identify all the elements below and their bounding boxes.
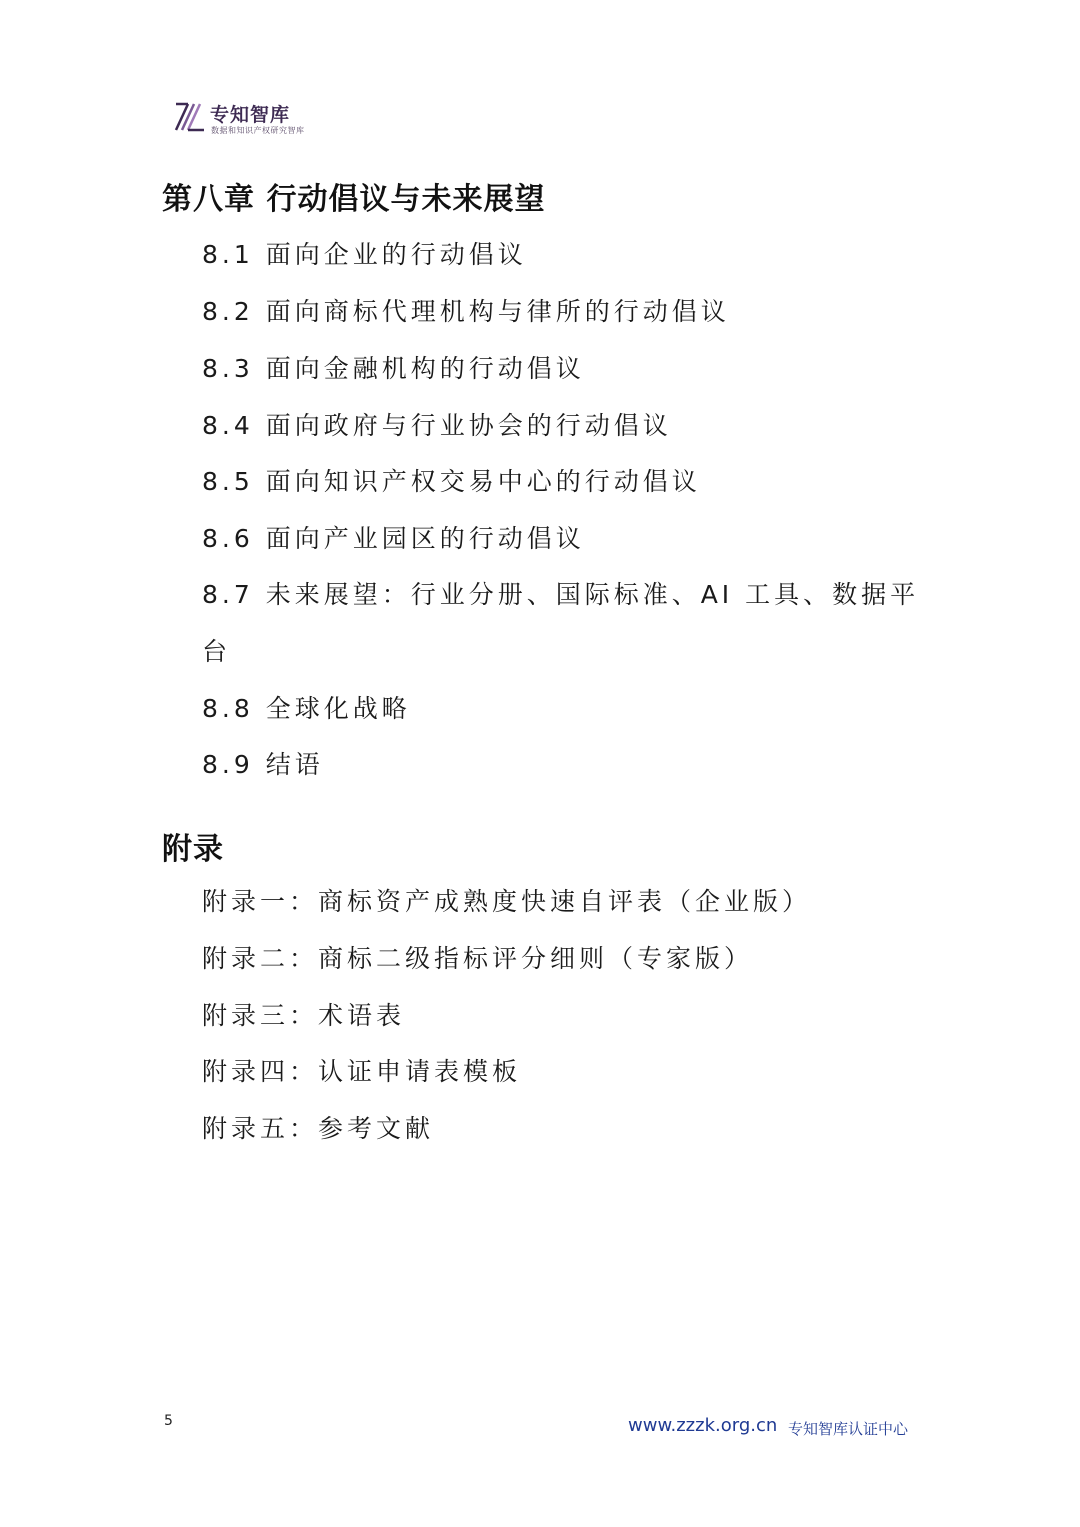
toc-entry-8-1: 8.1 面向企业的行动倡议 [202,240,527,269]
appendix-entry-4: 附录四：认证申请表模板 [202,1057,522,1086]
appendix-entry-2: 附录二：商标二级指标评分细则（专家版） [202,944,754,973]
footer-url-link[interactable]: www.zzzk.org.cn [628,1415,778,1436]
appendix-entry-5: 附录五：参考文献 [202,1114,435,1143]
appendix-entry-1: 附录一：商标资产成熟度快速自评表（企业版） [202,887,812,916]
appendix-entry-3: 附录三：术语表 [202,1001,406,1030]
toc-entry-8-6: 8.6 面向产业园区的行动倡议 [202,524,585,553]
toc-entry-8-7: 8.7 未来展望：行业分册、国际标准、AI 工具、数据平台 [202,580,920,666]
toc-entry-8-2: 8.2 面向商标代理机构与律所的行动倡议 [202,297,730,326]
header-logo [174,100,334,136]
toc-entry-8-4: 8.4 面向政府与行业协会的行动倡议 [202,411,672,440]
toc-entry-8-8: 8.8 全球化战略 [202,694,411,723]
logo-mark-icon [174,102,206,132]
toc-entry-8-3: 8.3 面向金融机构的行动倡议 [202,354,585,383]
appendix-heading: 附录 [162,832,224,867]
logo-subtitle: 数据和知识产权研究智库 [211,126,305,135]
toc-entry-8-9: 8.9 结语 [202,750,324,779]
logo-title: 专知智库 [210,104,291,126]
footer-org: 专知智库认证中心 [788,1420,909,1438]
chapter-heading: 第八章 行动倡议与未来展望 [162,182,546,217]
page-number: 5 [164,1413,173,1429]
toc-entry-8-5: 8.5 面向知识产权交易中心的行动倡议 [202,467,701,496]
